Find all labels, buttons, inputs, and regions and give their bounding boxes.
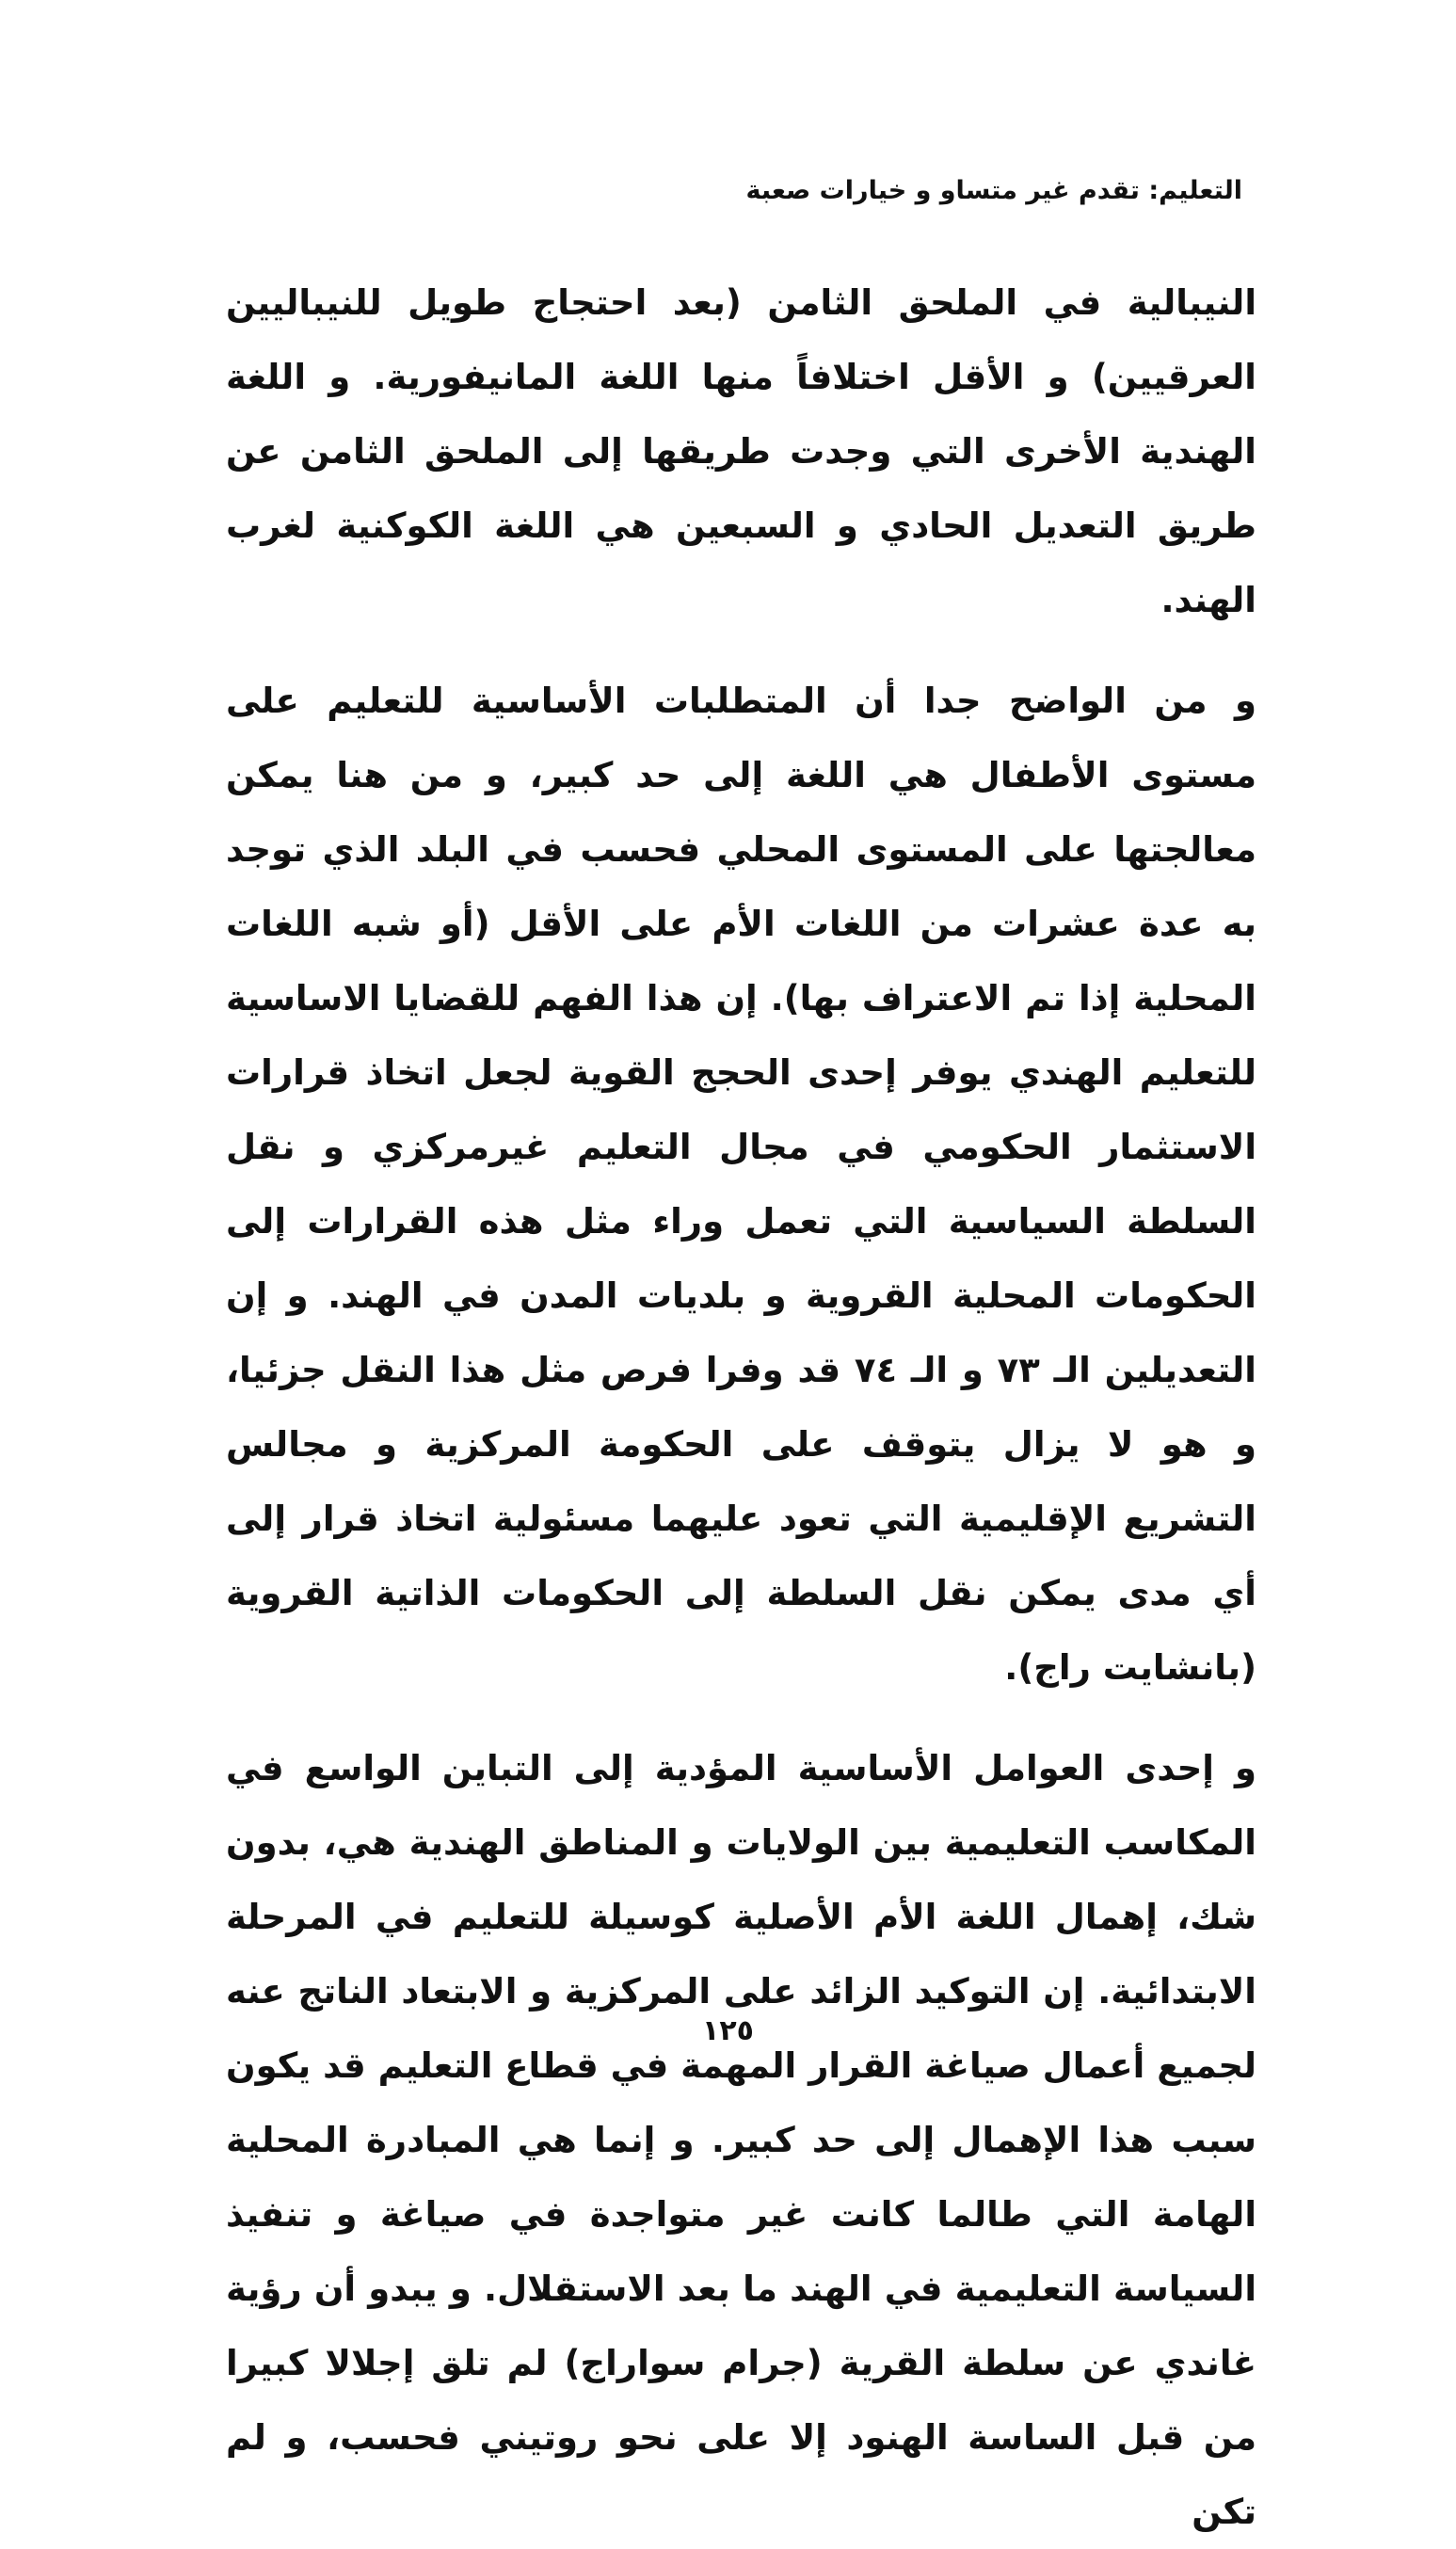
paragraph-continuation: النيبالية في الملحق الثامن (بعد احتجاج طويل للنيباليين العرقيين) و الأقل اختلافاً منها اللغة المانيفورية. و اللغة الهندية الأخرى التي وجدت طريقها إلى الملحق الثامن عن طريق التعديل الحادي و السبعين هي اللغة الكوكنية لغرب الهند. xyxy=(226,282,1256,620)
body-text xyxy=(226,265,1256,2549)
running-header: التعليم: تقدم غير متساو و خيارات صعبة xyxy=(745,176,1242,205)
paragraph-language-requirements: و من الواضح جدا أن المتطلبات الأساسية للتعليم على مستوى الأطفال هي اللغة إلى حد كبير، و من هنا يمكن معالجتها على المستوى المحلي فحسب في البلد الذي توجد به عدة عشرات من اللغات الأم على الأقل (أو شبه اللغات المحلية إذا تم الاعتراف بها). إن هذا الفهم للقضايا الاساسية للتعليم الهندي يوفر إحدى الحجج القوية لجعل اتخاذ قرارات الاستثمار الحكومي في مجال التعليم غيرمركزي و نقل السلطة السياسية التي تعمل وراء مثل هذه القرارات إلى الحكومات المحلية القروية و بلديات المدن في الهند. و إن التعديلين الـ ٧٣ و الـ ٧٤ قد وفرا فرص مثل هذا النقل جزئيا، و هو لا يزال يتوقف على الحكومة المركزية و مجالس التشريع الإقليمية التي تعود عليهما مسئولية اتخاذ قرار إلى أي مدى يمكن نقل السلطة إلى الحكومات الذاتية القروية (بانشايت راج). xyxy=(226,681,1256,1688)
paragraph-mother-tongue-neglect: و إحدى العوامل الأساسية المؤدية إلى التباين الواسع في المكاسب التعليمية بين الولايات و المناطق الهندية هي، بدون شك، إهمال اللغة الأم الأصلية كوسيلة للتعليم في المرحلة الابتدائية. إن التوكيد الزائد على المركزية و الابتعاد الناتج عنه لجميع أعمال صياغة القرار المهمة في قطاع التعليم قد يكون سبب هذا الإهمال إلى حد كبير. و إنما هي المبادرة المحلية الهامة التي طالما كانت غير متواجدة في صياغة و تنفيذ السياسة التعليمية في الهند ما بعد الاستقلال. و يبدو أن رؤية غاندي عن سلطة القرية (جرام سواراج) لم تلق إجلالا كبيرا من قبل الساسة الهنود إلا على نحو روتيني فحسب، و لم تكن xyxy=(226,1748,1256,2532)
page-number: ١٢٥ xyxy=(702,2014,754,2047)
